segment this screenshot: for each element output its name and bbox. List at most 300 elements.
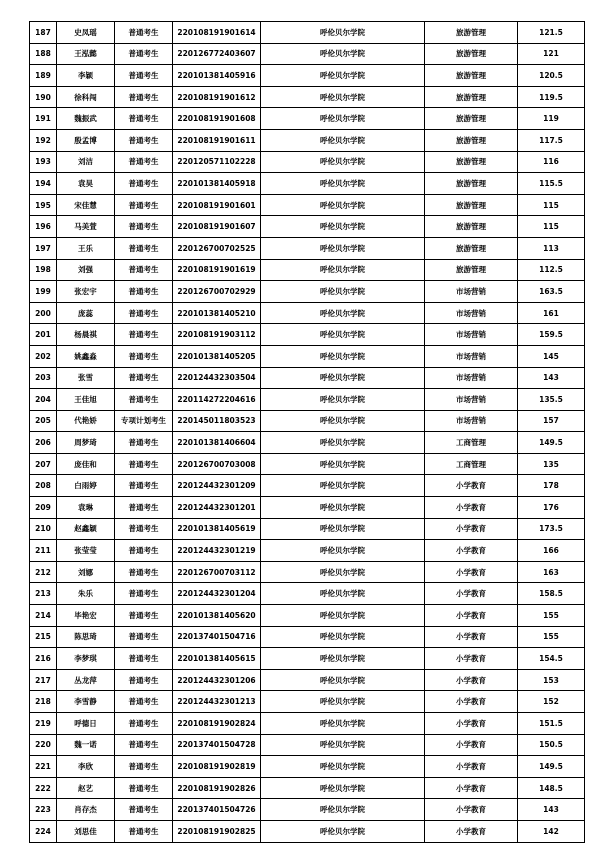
candidate-type-cell: 普通考生	[115, 367, 173, 389]
school-cell: 呼伦贝尔学院	[261, 367, 425, 389]
school-cell: 呼伦贝尔学院	[261, 734, 425, 756]
table-row	[30, 756, 585, 778]
candidate-type-cell: 普通考生	[115, 86, 173, 108]
candidate-type-cell: 普通考生	[115, 756, 173, 778]
candidate-type-cell: 普通考生	[115, 151, 173, 173]
school-cell: 呼伦贝尔学院	[261, 324, 425, 346]
row-index-cell: 215	[30, 626, 57, 648]
table-row	[30, 345, 585, 367]
school-cell: 呼伦贝尔学院	[261, 691, 425, 713]
name-cell: 徐科闯	[57, 86, 115, 108]
name-cell: 魏一诺	[57, 734, 115, 756]
score-cell: 113	[518, 237, 585, 259]
table-row	[30, 173, 585, 195]
table-row	[30, 43, 585, 65]
table-row	[30, 281, 585, 303]
school-cell: 呼伦贝尔学院	[261, 518, 425, 540]
candidate-type-cell: 普通考生	[115, 281, 173, 303]
score-cell: 149.5	[518, 432, 585, 454]
score-cell: 159.5	[518, 324, 585, 346]
row-index-cell: 216	[30, 648, 57, 670]
name-cell: 张雪	[57, 367, 115, 389]
score-cell: 155	[518, 605, 585, 627]
name-cell: 李欣	[57, 756, 115, 778]
major-cell: 旅游管理	[425, 237, 518, 259]
name-cell: 魏振武	[57, 108, 115, 130]
table-row	[30, 151, 585, 173]
row-index-cell: 203	[30, 367, 57, 389]
table-body	[30, 22, 585, 843]
candidate-type-cell: 普通考生	[115, 259, 173, 281]
exam-number-cell: 220108191902824	[173, 713, 261, 735]
score-cell: 135.5	[518, 389, 585, 411]
name-cell: 刘娜	[57, 561, 115, 583]
name-cell: 张莹莹	[57, 540, 115, 562]
name-cell: 赵艺	[57, 777, 115, 799]
table-row	[30, 302, 585, 324]
school-cell: 呼伦贝尔学院	[261, 237, 425, 259]
exam-number-cell: 220114272204616	[173, 389, 261, 411]
school-cell: 呼伦贝尔学院	[261, 583, 425, 605]
exam-number-cell: 220124432301209	[173, 475, 261, 497]
major-cell: 小学教育	[425, 648, 518, 670]
row-index-cell: 212	[30, 561, 57, 583]
major-cell: 市场营销	[425, 345, 518, 367]
candidate-type-cell: 普通考生	[115, 324, 173, 346]
table-row	[30, 108, 585, 130]
row-index-cell: 205	[30, 410, 57, 432]
candidate-type-cell: 普通考生	[115, 432, 173, 454]
major-cell: 小学教育	[425, 626, 518, 648]
school-cell: 呼伦贝尔学院	[261, 302, 425, 324]
row-index-cell: 223	[30, 799, 57, 821]
name-cell: 丛龙萍	[57, 669, 115, 691]
school-cell: 呼伦贝尔学院	[261, 626, 425, 648]
row-index-cell: 211	[30, 540, 57, 562]
exam-number-cell: 220120571102228	[173, 151, 261, 173]
table-row	[30, 86, 585, 108]
exam-number-cell: 220101381405916	[173, 65, 261, 87]
name-cell: 周梦琦	[57, 432, 115, 454]
exam-number-cell: 220126700702929	[173, 281, 261, 303]
major-cell: 旅游管理	[425, 65, 518, 87]
name-cell: 刘思佳	[57, 820, 115, 842]
score-cell: 119.5	[518, 86, 585, 108]
candidate-type-cell: 普通考生	[115, 129, 173, 151]
candidate-type-cell: 普通考生	[115, 237, 173, 259]
major-cell: 工商管理	[425, 453, 518, 475]
name-cell: 刘洁	[57, 151, 115, 173]
table-row	[30, 367, 585, 389]
school-cell: 呼伦贝尔学院	[261, 713, 425, 735]
row-index-cell: 213	[30, 583, 57, 605]
row-index-cell: 202	[30, 345, 57, 367]
table-row	[30, 259, 585, 281]
score-cell: 163.5	[518, 281, 585, 303]
row-index-cell: 219	[30, 713, 57, 735]
admission-list-table	[29, 21, 585, 843]
candidate-type-cell: 普通考生	[115, 583, 173, 605]
candidate-type-cell: 普通考生	[115, 475, 173, 497]
candidate-type-cell: 普通考生	[115, 713, 173, 735]
exam-number-cell: 220108191902826	[173, 777, 261, 799]
name-cell: 庞佳和	[57, 453, 115, 475]
candidate-type-cell: 普通考生	[115, 691, 173, 713]
candidate-type-cell: 普通考生	[115, 734, 173, 756]
name-cell: 姚鑫淼	[57, 345, 115, 367]
score-cell: 121	[518, 43, 585, 65]
candidate-type-cell: 普通考生	[115, 518, 173, 540]
exam-number-cell: 220124432301219	[173, 540, 261, 562]
row-index-cell: 206	[30, 432, 57, 454]
major-cell: 市场营销	[425, 324, 518, 346]
major-cell: 旅游管理	[425, 43, 518, 65]
exam-number-cell: 220108191902819	[173, 756, 261, 778]
table-row	[30, 713, 585, 735]
score-cell: 143	[518, 799, 585, 821]
exam-number-cell: 220101381405615	[173, 648, 261, 670]
exam-number-cell: 220108191901611	[173, 129, 261, 151]
major-cell: 市场营销	[425, 389, 518, 411]
score-cell: 173.5	[518, 518, 585, 540]
row-index-cell: 197	[30, 237, 57, 259]
name-cell: 毕艳宏	[57, 605, 115, 627]
exam-number-cell: 220124432301201	[173, 497, 261, 519]
school-cell: 呼伦贝尔学院	[261, 540, 425, 562]
exam-number-cell: 220108191901601	[173, 194, 261, 216]
row-index-cell: 193	[30, 151, 57, 173]
exam-number-cell: 220108191902825	[173, 820, 261, 842]
score-cell: 155	[518, 626, 585, 648]
school-cell: 呼伦贝尔学院	[261, 129, 425, 151]
exam-number-cell: 220108191901619	[173, 259, 261, 281]
candidate-type-cell: 普通考生	[115, 820, 173, 842]
score-cell: 142	[518, 820, 585, 842]
score-cell: 178	[518, 475, 585, 497]
major-cell: 市场营销	[425, 410, 518, 432]
exam-number-cell: 220108191903112	[173, 324, 261, 346]
row-index-cell: 195	[30, 194, 57, 216]
table-row	[30, 799, 585, 821]
candidate-type-cell: 普通考生	[115, 648, 173, 670]
name-cell: 李颖	[57, 65, 115, 87]
table-row	[30, 648, 585, 670]
row-index-cell: 207	[30, 453, 57, 475]
candidate-type-cell: 普通考生	[115, 777, 173, 799]
row-index-cell: 192	[30, 129, 57, 151]
exam-number-cell: 220126700703112	[173, 561, 261, 583]
table-row	[30, 324, 585, 346]
major-cell: 小学教育	[425, 691, 518, 713]
candidate-type-cell: 普通考生	[115, 453, 173, 475]
exam-number-cell: 220101381405205	[173, 345, 261, 367]
candidate-type-cell: 普通考生	[115, 669, 173, 691]
candidate-type-cell: 普通考生	[115, 108, 173, 130]
major-cell: 小学教育	[425, 713, 518, 735]
exam-number-cell: 220124432301206	[173, 669, 261, 691]
major-cell: 小学教育	[425, 756, 518, 778]
major-cell: 旅游管理	[425, 108, 518, 130]
row-index-cell: 208	[30, 475, 57, 497]
row-index-cell: 194	[30, 173, 57, 195]
score-cell: 153	[518, 669, 585, 691]
name-cell: 呼德日	[57, 713, 115, 735]
table-row	[30, 453, 585, 475]
table-row	[30, 194, 585, 216]
table-row	[30, 432, 585, 454]
score-cell: 158.5	[518, 583, 585, 605]
exam-number-cell: 220126700703008	[173, 453, 261, 475]
name-cell: 肖存杰	[57, 799, 115, 821]
name-cell: 朱乐	[57, 583, 115, 605]
score-cell: 176	[518, 497, 585, 519]
table-row	[30, 65, 585, 87]
school-cell: 呼伦贝尔学院	[261, 108, 425, 130]
candidate-type-cell: 普通考生	[115, 43, 173, 65]
score-cell: 121.5	[518, 22, 585, 44]
school-cell: 呼伦贝尔学院	[261, 65, 425, 87]
table-row	[30, 22, 585, 44]
row-index-cell: 209	[30, 497, 57, 519]
major-cell: 市场营销	[425, 367, 518, 389]
name-cell: 庞蕊	[57, 302, 115, 324]
exam-number-cell: 220108191901614	[173, 22, 261, 44]
table-row	[30, 734, 585, 756]
major-cell: 小学教育	[425, 734, 518, 756]
score-cell: 148.5	[518, 777, 585, 799]
name-cell: 李梦琪	[57, 648, 115, 670]
name-cell: 宋佳慧	[57, 194, 115, 216]
table-row	[30, 518, 585, 540]
exam-number-cell: 220137401504716	[173, 626, 261, 648]
major-cell: 小学教育	[425, 475, 518, 497]
table-row	[30, 669, 585, 691]
candidate-type-cell: 普通考生	[115, 22, 173, 44]
school-cell: 呼伦贝尔学院	[261, 820, 425, 842]
score-cell: 150.5	[518, 734, 585, 756]
candidate-type-cell: 普通考生	[115, 799, 173, 821]
row-index-cell: 196	[30, 216, 57, 238]
score-cell: 157	[518, 410, 585, 432]
school-cell: 呼伦贝尔学院	[261, 194, 425, 216]
major-cell: 市场营销	[425, 302, 518, 324]
row-index-cell: 188	[30, 43, 57, 65]
name-cell: 史凤瑶	[57, 22, 115, 44]
name-cell: 陈思琦	[57, 626, 115, 648]
row-index-cell: 221	[30, 756, 57, 778]
exam-number-cell: 220126772403607	[173, 43, 261, 65]
score-cell: 119	[518, 108, 585, 130]
row-index-cell: 204	[30, 389, 57, 411]
school-cell: 呼伦贝尔学院	[261, 777, 425, 799]
exam-number-cell: 220145011803523	[173, 410, 261, 432]
name-cell: 王佳旭	[57, 389, 115, 411]
row-index-cell: 200	[30, 302, 57, 324]
major-cell: 旅游管理	[425, 151, 518, 173]
school-cell: 呼伦贝尔学院	[261, 561, 425, 583]
row-index-cell: 198	[30, 259, 57, 281]
major-cell: 工商管理	[425, 432, 518, 454]
row-index-cell: 191	[30, 108, 57, 130]
table-row	[30, 820, 585, 842]
table-row	[30, 777, 585, 799]
row-index-cell: 201	[30, 324, 57, 346]
candidate-type-cell: 普通考生	[115, 605, 173, 627]
table-row	[30, 626, 585, 648]
exam-number-cell: 220124432301204	[173, 583, 261, 605]
score-cell: 117.5	[518, 129, 585, 151]
score-cell: 115	[518, 216, 585, 238]
name-cell: 代艳娇	[57, 410, 115, 432]
name-cell: 袁琳	[57, 497, 115, 519]
school-cell: 呼伦贝尔学院	[261, 605, 425, 627]
row-index-cell: 224	[30, 820, 57, 842]
school-cell: 呼伦贝尔学院	[261, 216, 425, 238]
name-cell: 殷孟博	[57, 129, 115, 151]
name-cell: 杨晨祺	[57, 324, 115, 346]
major-cell: 旅游管理	[425, 259, 518, 281]
candidate-type-cell: 普通考生	[115, 216, 173, 238]
row-index-cell: 190	[30, 86, 57, 108]
table-row	[30, 216, 585, 238]
major-cell: 小学教育	[425, 561, 518, 583]
school-cell: 呼伦贝尔学院	[261, 389, 425, 411]
major-cell: 小学教育	[425, 540, 518, 562]
school-cell: 呼伦贝尔学院	[261, 799, 425, 821]
candidate-type-cell: 普通考生	[115, 173, 173, 195]
name-cell: 袁昊	[57, 173, 115, 195]
score-cell: 116	[518, 151, 585, 173]
score-cell: 112.5	[518, 259, 585, 281]
major-cell: 小学教育	[425, 669, 518, 691]
score-cell: 152	[518, 691, 585, 713]
school-cell: 呼伦贝尔学院	[261, 756, 425, 778]
school-cell: 呼伦贝尔学院	[261, 43, 425, 65]
school-cell: 呼伦贝尔学院	[261, 410, 425, 432]
row-index-cell: 210	[30, 518, 57, 540]
name-cell: 白雨婷	[57, 475, 115, 497]
score-cell: 163	[518, 561, 585, 583]
table-row	[30, 691, 585, 713]
school-cell: 呼伦贝尔学院	[261, 173, 425, 195]
candidate-type-cell: 专项计划考生	[115, 410, 173, 432]
candidate-type-cell: 普通考生	[115, 345, 173, 367]
table-row	[30, 129, 585, 151]
major-cell: 小学教育	[425, 820, 518, 842]
school-cell: 呼伦贝尔学院	[261, 345, 425, 367]
school-cell: 呼伦贝尔学院	[261, 22, 425, 44]
school-cell: 呼伦贝尔学院	[261, 669, 425, 691]
score-cell: 145	[518, 345, 585, 367]
name-cell: 李雪静	[57, 691, 115, 713]
table-row	[30, 497, 585, 519]
row-index-cell: 220	[30, 734, 57, 756]
major-cell: 旅游管理	[425, 129, 518, 151]
table-row	[30, 389, 585, 411]
exam-number-cell: 220101381406604	[173, 432, 261, 454]
table-row	[30, 561, 585, 583]
major-cell: 小学教育	[425, 777, 518, 799]
score-cell: 143	[518, 367, 585, 389]
score-cell: 166	[518, 540, 585, 562]
candidate-type-cell: 普通考生	[115, 626, 173, 648]
table-row	[30, 583, 585, 605]
exam-number-cell: 220101381405620	[173, 605, 261, 627]
score-cell: 161	[518, 302, 585, 324]
major-cell: 旅游管理	[425, 173, 518, 195]
exam-number-cell: 220108191901608	[173, 108, 261, 130]
candidate-type-cell: 普通考生	[115, 389, 173, 411]
table-row	[30, 605, 585, 627]
score-cell: 154.5	[518, 648, 585, 670]
major-cell: 旅游管理	[425, 22, 518, 44]
score-cell: 115	[518, 194, 585, 216]
major-cell: 小学教育	[425, 799, 518, 821]
school-cell: 呼伦贝尔学院	[261, 453, 425, 475]
major-cell: 小学教育	[425, 518, 518, 540]
name-cell: 马美萱	[57, 216, 115, 238]
school-cell: 呼伦贝尔学院	[261, 86, 425, 108]
row-index-cell: 217	[30, 669, 57, 691]
exam-number-cell: 220124432301213	[173, 691, 261, 713]
exam-number-cell: 220137401504728	[173, 734, 261, 756]
exam-number-cell: 220101381405210	[173, 302, 261, 324]
row-index-cell: 189	[30, 65, 57, 87]
major-cell: 小学教育	[425, 583, 518, 605]
candidate-type-cell: 普通考生	[115, 302, 173, 324]
school-cell: 呼伦贝尔学院	[261, 497, 425, 519]
score-cell: 135	[518, 453, 585, 475]
score-cell: 120.5	[518, 65, 585, 87]
candidate-type-cell: 普通考生	[115, 194, 173, 216]
exam-number-cell: 220124432303504	[173, 367, 261, 389]
candidate-type-cell: 普通考生	[115, 561, 173, 583]
school-cell: 呼伦贝尔学院	[261, 475, 425, 497]
name-cell: 赵鑫颖	[57, 518, 115, 540]
name-cell: 张宏宇	[57, 281, 115, 303]
school-cell: 呼伦贝尔学院	[261, 648, 425, 670]
row-index-cell: 187	[30, 22, 57, 44]
school-cell: 呼伦贝尔学院	[261, 259, 425, 281]
row-index-cell: 199	[30, 281, 57, 303]
candidate-type-cell: 普通考生	[115, 540, 173, 562]
major-cell: 旅游管理	[425, 216, 518, 238]
exam-number-cell: 220126700702525	[173, 237, 261, 259]
exam-number-cell: 220137401504726	[173, 799, 261, 821]
school-cell: 呼伦贝尔学院	[261, 281, 425, 303]
major-cell: 小学教育	[425, 497, 518, 519]
row-index-cell: 222	[30, 777, 57, 799]
major-cell: 市场营销	[425, 281, 518, 303]
score-cell: 149.5	[518, 756, 585, 778]
name-cell: 刘强	[57, 259, 115, 281]
table-row	[30, 410, 585, 432]
score-cell: 151.5	[518, 713, 585, 735]
table-row	[30, 475, 585, 497]
candidate-type-cell: 普通考生	[115, 497, 173, 519]
school-cell: 呼伦贝尔学院	[261, 151, 425, 173]
major-cell: 旅游管理	[425, 194, 518, 216]
table-row	[30, 237, 585, 259]
exam-number-cell: 220101381405918	[173, 173, 261, 195]
score-cell: 115.5	[518, 173, 585, 195]
exam-number-cell: 220101381405619	[173, 518, 261, 540]
school-cell: 呼伦贝尔学院	[261, 432, 425, 454]
exam-number-cell: 220108191901607	[173, 216, 261, 238]
name-cell: 王泓懿	[57, 43, 115, 65]
name-cell: 王乐	[57, 237, 115, 259]
candidate-type-cell: 普通考生	[115, 65, 173, 87]
